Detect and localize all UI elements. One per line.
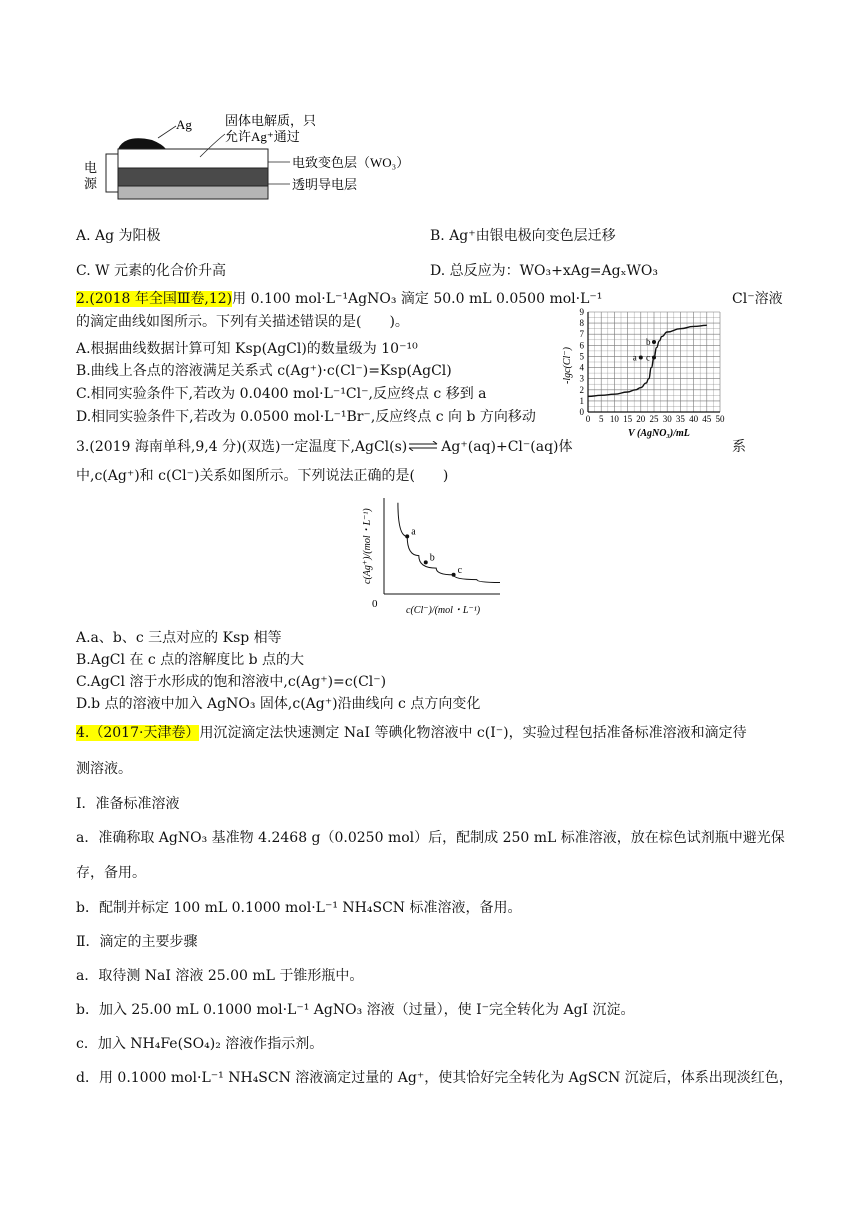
y-tick-label: 4 [579,362,584,373]
y-tick-label: 2 [579,384,584,395]
solubility-origin: 0 [372,598,378,610]
electrolyte-layer [118,149,268,168]
q2-source: 2.(2018 年全国Ⅲ卷,12) [76,291,233,307]
q2-option-d: D.相同实验条件下,若改为 0.0500 mol·L⁻¹Br⁻,反应终点 c 向 b 方向移动 [76,409,536,425]
q4-s2d: d．用 0.1000 mol·L⁻¹ NH₄SCN 溶液滴定过量的 Ag⁺，使其恰好完全转化为 AgSCN 沉淀后，体系出现淡红色， [76,1070,793,1086]
q4-source: 4.（2017·天津卷） [76,725,200,741]
point-label-a: a [632,352,637,363]
ag-electrode [118,138,166,149]
q1-option-d: D. 总反应为：WO₃+xAg=AgₓWO₃ [430,263,659,279]
y-tick-label: 0 [579,407,584,417]
x-tick-label: 45 [702,414,712,424]
q1-option-c: C. W 元素的化合价升高 [76,263,226,279]
q2-option-c: C.相同实验条件下,若改为 0.0400 mol·L⁻¹Cl⁻,反应终点 c 移到 a [76,386,487,402]
point-a [405,534,409,538]
point-b [652,340,656,344]
q2-option-b: B.曲线上各点的溶液满足关系式 c(Ag⁺)·c(Cl⁻)=Ksp(AgCl) [76,363,452,379]
titration-curve-chart [558,302,738,440]
q3-option-d: D.b 点的溶液中加入 AgNO₃ 固体,c(Ag⁺)沿曲线向 c 点方向变化 [76,696,481,712]
x-tick-label: 5 [598,414,604,424]
electrochromic-device-figure [70,112,430,207]
y-tick-label: 1 [579,395,584,406]
q4-s1a-line1: a．准确称取 AgNO₃ 基准物 4.2468 g（0.0250 mol）后，配制成 250 mL 标准溶液，放在棕色试剂瓶中避光保 [76,830,785,846]
x-tick-label: 15 [623,414,633,424]
y-tick-label: 9 [579,307,584,317]
q2-option-a: A.根据曲线数据计算可知 Ksp(AgCl)的数量级为 10⁻¹⁰ [76,341,418,357]
wo3-layer [118,168,268,186]
q2-stem-line1 [76,290,602,308]
q4-stem-line1 [76,724,747,742]
power-label-1: 电 [84,160,98,175]
point-label-b: b [429,552,435,564]
x-tick-label: 20 [636,414,646,424]
q3-stem-a: 3.(2019 海南单科,9,4 分)(双选)一定温度下,AgCl(s) [76,439,408,455]
q2-stem-line2: 的滴定曲线如图所示。下列有关描述错误的是( )。 [76,314,409,330]
q4-s2b: b．加入 25.00 mL 0.1000 mol·L⁻¹ AgNO₃ 溶液（过量），使 I⁻完全转化为 AgI 沉淀。 [76,1002,635,1018]
q4-s2a: a．取待测 NaI 溶液 25.00 mL 于锥形瓶中。 [76,968,364,984]
q3-stem-line1 [76,438,573,456]
y-tick-label: 5 [579,351,584,362]
q3-option-a: A.a、b、c 三点对应的 Ksp 相等 [76,630,282,646]
q3-option-b: B.AgCl 在 c 点的溶解度比 b 点的大 [76,652,305,668]
x-tick-label: 50 [715,414,725,424]
point-c [452,573,456,577]
q4-stem-a: 用沉淀滴定法快速测定 NaI 等碘化物溶液中 c(I⁻)，实验过程包括准备标准溶液和滴定待 [199,725,747,741]
q2-stem-a: 用 0.100 mol·L⁻¹AgNO₃ 滴定 50.0 mL 0.0500 mol·L⁻¹ [232,291,603,307]
conductive-label: 透明导电层 [292,177,358,192]
q4-s2c: c．加入 NH₄Fe(SO₄)₂ 溶液作指示剂。 [76,1036,324,1052]
x-tick-label: 25 [649,414,659,424]
q4-section-2: Ⅱ．滴定的主要步骤 [76,934,198,950]
x-tick-label: 0 [585,414,591,424]
q2-stem-tail: Cl⁻溶液 [732,291,783,307]
point-label-b: b [646,337,651,347]
x-tick-label: 35 [675,414,685,424]
q1-option-a: A. Ag 为阳极 [76,228,161,244]
q4-s1a-line2: 存，备用。 [76,865,146,881]
q4-s1b: b．配制并标定 100 mL 0.1000 mol·L⁻¹ NH₄SCN 标准溶液，备用。 [76,900,522,916]
q3-option-c: C.AgCl 溶于水形成的饱和溶液中,c(Ag⁺)=c(Cl⁻) [76,674,387,690]
x-tick-label: 40 [689,414,699,424]
solubility-curve-line [398,503,500,583]
point-a [639,356,643,360]
power-label-2: 源 [84,176,98,191]
q3-stem-line2: 中,c(Ag⁺)和 c(Cl⁻)关系如图所示。下列说法正确的是( ) [76,468,449,484]
y-tick-label: 3 [579,373,584,384]
solubility-ylabel: c(Ag⁺)/(mol・L⁻¹) [362,508,373,584]
point-b [424,560,428,564]
q3-stem-tail: 系 [732,439,746,455]
point-label-a: a [411,526,416,538]
titration-xlabel: V (AgNO₃)/mL [628,428,690,439]
solubility-xlabel: c(Cl⁻)/(mol・L⁻¹) [406,605,481,616]
q4-stem-line2: 测溶液。 [76,761,132,777]
ag-label: Ag [176,117,192,132]
y-tick-label: 6 [579,340,584,351]
point-c [652,356,656,360]
titration-ylabel: -lgc(Cl⁻) [562,347,573,384]
q3-stem-b: Ag⁺(aq)+Cl⁻(aq)体 [441,439,573,455]
point-label-c: c [646,352,650,363]
point-label-c: c [457,564,463,576]
y-tick-label: 8 [579,318,584,329]
electrolyte-label-2: 允许Ag⁺通过 [225,129,300,144]
x-tick-label: 30 [662,414,672,424]
electrolyte-label-1: 固体电解质，只 [225,113,317,128]
q4-section-1: Ⅰ．准备标准溶液 [76,796,180,812]
solubility-curve-chart [340,490,520,620]
wo3-label: 电致变色层（WO₃） [292,155,410,170]
y-tick-label: 7 [579,329,584,340]
x-tick-label: 10 [609,414,619,424]
conductive-layer [118,186,268,199]
q1-option-b: B. Ag⁺由银电极向变色层迁移 [430,228,616,244]
equilibrium-arrow-icon [407,438,441,456]
